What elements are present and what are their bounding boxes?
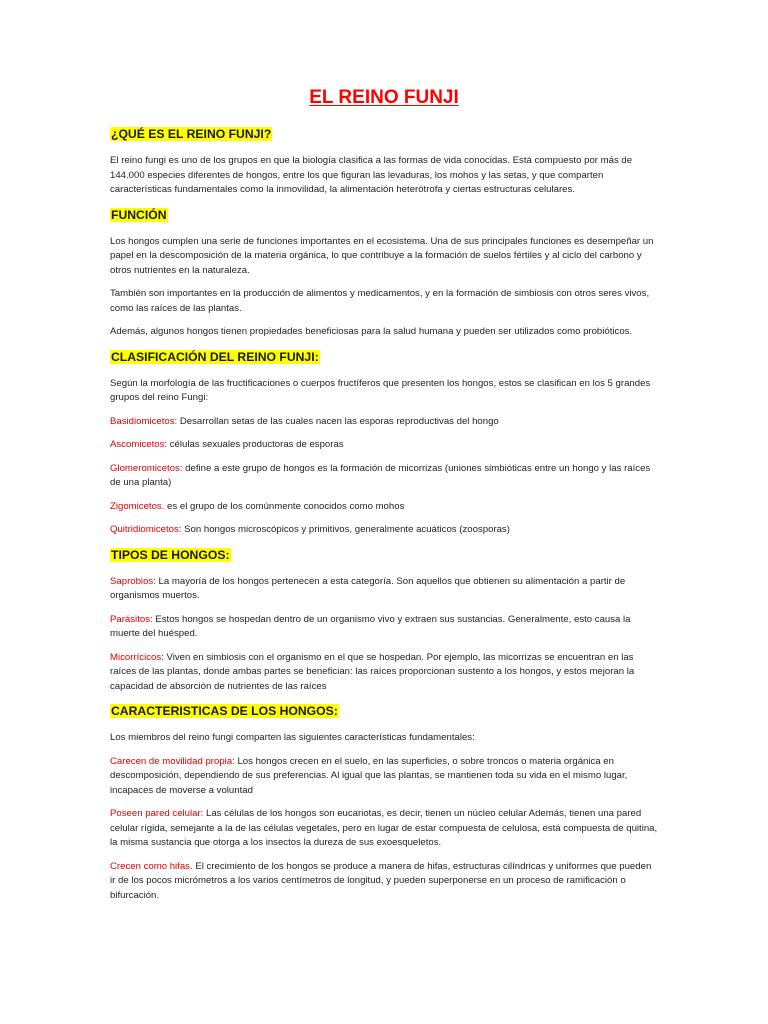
list-item bbox=[110, 807, 658, 851]
term-label: Poseen pared celular: bbox=[110, 808, 204, 819]
term-label: Zigomicetos. bbox=[110, 500, 165, 512]
section-heading-caracteristicas: CARACTERISTICAS DE LOS HONGOS: bbox=[111, 704, 338, 718]
list-item bbox=[110, 462, 658, 491]
list-item bbox=[110, 500, 658, 515]
term-description: es el grupo de los comúnmente conocidos como mohos bbox=[164, 500, 405, 512]
list-item bbox=[110, 523, 658, 538]
list-item bbox=[110, 755, 658, 799]
term-description: El crecimiento de los hongos se produce a manera de hifas, estructuras cilíndricas y uniformes que pueden ir de los pocos micrómetros a los varios centímetros de longitud, y pueden superponerse en un proceso de ramificación o bifurcación. bbox=[110, 860, 652, 901]
paragraph: Además, algunos hongos tienen propiedades beneficiosas para la salud humana y pueden ser utilizados como probióticos. bbox=[110, 326, 633, 337]
term-description: define a este grupo de hongos es la formación de micorrizas (uniones simbióticas entre un hongo y las raíces de una planta) bbox=[110, 462, 651, 488]
term-label: Glomeromicetos: bbox=[110, 462, 183, 474]
term-description: Las células de los hongos son eucariotas, es decir, tienen un núcleo celular Además, tienen una pared celular rígida, semejante a la de las células vegetales, pero en lugar de estar compuesta de celulosa, está compuesta de quitina, la misma sustancia que otorga a los insectos la dureza de sus exoesqueletos. bbox=[110, 808, 658, 848]
section-heading-funcion: FUNCIÓN bbox=[111, 207, 167, 222]
list-item bbox=[110, 613, 658, 642]
term-label: Micorrícicos: bbox=[110, 651, 164, 663]
list-item bbox=[110, 575, 658, 604]
term-label: Saprobios: bbox=[110, 575, 156, 587]
list-item bbox=[110, 438, 658, 453]
term-description: La mayoría de los hongos pertenecen a esta categoría. Son aquellos que obtienen su alimentación a partir de organismos muertos. bbox=[110, 575, 626, 601]
term-label: Crecen como hifas. bbox=[110, 860, 193, 872]
list-item bbox=[110, 860, 658, 904]
list-item bbox=[110, 651, 658, 695]
term-description: Viven en simbiosis con el organismo en el que se hospedan. Por ejemplo, las micorrizas se encuentran en las raíces de las plantas, donde ambas partes se benefician: las raíces proporcionan sustento a los hongos, y estos mejoran la capacidad de absorción de nutrientes de las raíces bbox=[110, 651, 635, 692]
document-body bbox=[110, 86, 658, 912]
paragraph: Los miembros del reino fungi comparten las siguientes características fundamentales: bbox=[110, 732, 475, 743]
paragraph: El reino fungi es uno de los grupos en que la biología clasifica a las formas de vida conocidas. Está compuesto por más de 144.000 especies diferentes de hongos, entre los que figuran las levaduras, los mohos y las setas, y que comparten características fundamentales como la inmovilidad, la alimentación heterótrofa y ciertas estructuras celulares. bbox=[110, 155, 633, 195]
term-label: Carecen de movilidad propia: bbox=[110, 755, 235, 767]
paragraph: Los hongos cumplen una serie de funciones importantes en el ecosistema. Una de sus principales funciones es desempeñar un papel en la descomposición de la materia orgánica, lo que contribuye a la formación de suelos fértiles y al ciclo del carbono y otros nutrientes en la naturaleza. bbox=[110, 235, 654, 276]
term-description: Estos hongos se hospedan dentro de un organismo vivo y extraen sus sustancias. Generalmente, esto causa la muerte del huésped. bbox=[110, 613, 631, 639]
term-description: células sexuales productoras de esporas bbox=[167, 439, 344, 450]
paragraph: Según la morfología de las fructificaciones o cuerpos fructíferos que presenten los hongos, estos se clasifican en los 5 grandes grupos del reino Fungi: bbox=[110, 377, 651, 403]
term-label: Quitridiomicetos: bbox=[110, 524, 182, 535]
term-description: Desarrollan setas de las cuales nacen las esporas reproductivas del hongo bbox=[177, 415, 499, 427]
paragraph: También son importantes en la producción de alimentos y medicamentos, y en la formación de simbiosis con otros seres vivos, como las raíces de las plantas. bbox=[110, 288, 650, 314]
section-heading-tipos: TIPOS DE HONGOS: bbox=[111, 547, 230, 562]
section-heading-clasificacion: CLASIFICACIÓN DEL REINO FUNJI: bbox=[111, 349, 319, 364]
term-description: Son hongos microscópicos y primitivos, generalmente acuáticos (zoosporas) bbox=[181, 524, 510, 535]
section-heading-que-es: ¿QUÉ ES EL REINO FUNJI? bbox=[111, 127, 272, 141]
term-label: Parásitos: bbox=[110, 613, 153, 625]
term-label: Basidiomicetos: bbox=[110, 415, 178, 427]
document-title: EL REINO FUNJI bbox=[309, 87, 459, 108]
list-item bbox=[110, 415, 658, 430]
term-description: Los hongos crecen en el suelo, en las superficies, o sobre troncos o materia orgánica en descomposición, dependiendo de sus preferencias. Al igual que las plantas, se mantienen toda su vida en el mismo lugar, incapaces de moverse a voluntad bbox=[110, 755, 628, 796]
term-label: Ascomicetos: bbox=[110, 439, 168, 450]
